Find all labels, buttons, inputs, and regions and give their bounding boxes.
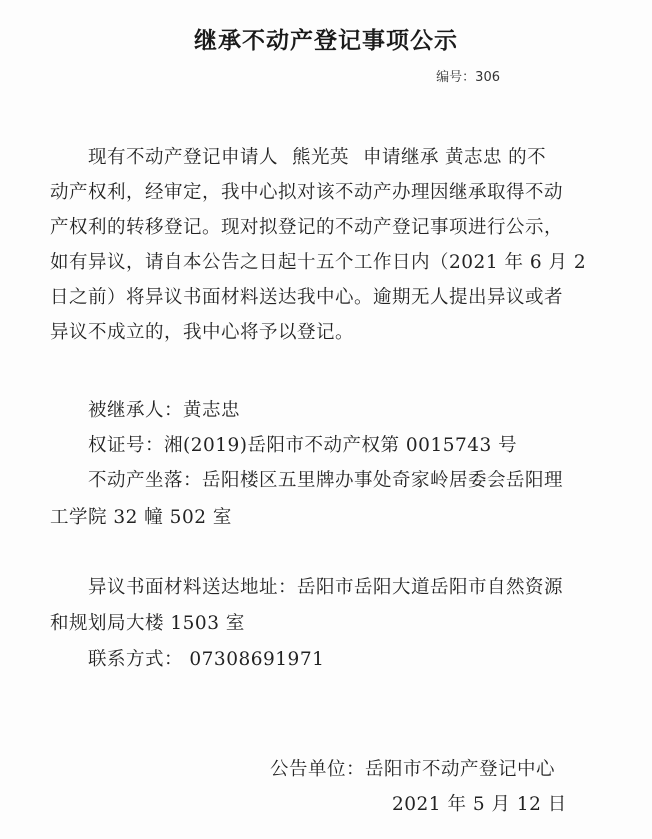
body-line1-suffix: 的不 [508, 147, 547, 168]
body-line-2: 动产权利，经审定，我中心拟对该不动产办理因继承取得不动 [50, 182, 564, 203]
location-line-2: 工学院 32 幢 502 室 [50, 507, 232, 528]
decedent-name: 黄志忠 [445, 147, 503, 168]
decedent-line: 被继承人：黄志忠 [88, 400, 241, 421]
contact-line: 联系方式： 07308691971 [88, 649, 325, 670]
page-title: 继承不动产登记事项公示 [194, 28, 458, 54]
body-line1-prefix: 现有不动产登记申请人 [88, 147, 279, 168]
objection-address-line-2: 和规划局大楼 1503 室 [50, 613, 245, 634]
objection-address-line-1: 异议书面材料送达地址：岳阳市岳阳大道岳阳市自然资源 [88, 577, 564, 598]
applicant-name: 熊光英 [292, 147, 350, 168]
body-line1-middle: 申请继承 [363, 147, 440, 168]
notice-body [50, 140, 598, 350]
certificate-line: 权证号：湘(2019)岳阳市不动产权第 0015743 号 [88, 435, 518, 456]
body-line-3: 产权利的转移登记。现对拟登记的不动产登记事项进行公示， [50, 217, 564, 238]
issuer-line: 公告单位：岳阳市不动产登记中心 [270, 759, 556, 780]
body-line-4: 如有异议，请自本公告之日起十五个工作日内（2021 年 6 月 2 [50, 252, 587, 273]
date-line: 2021 年 5 月 12 日 [392, 794, 567, 815]
body-line-5: 日之前）将异议书面材料送达我中心。逾期无人提出异议或者 [50, 287, 564, 308]
body-line-6: 异议不成立的，我中心将予以登记。 [50, 322, 355, 343]
location-line-1: 不动产坐落：岳阳楼区五里牌办事处奇家岭居委会岳阳理 [88, 470, 564, 491]
body-line-1 [50, 140, 598, 175]
document-number: 编号：306 [436, 70, 500, 85]
